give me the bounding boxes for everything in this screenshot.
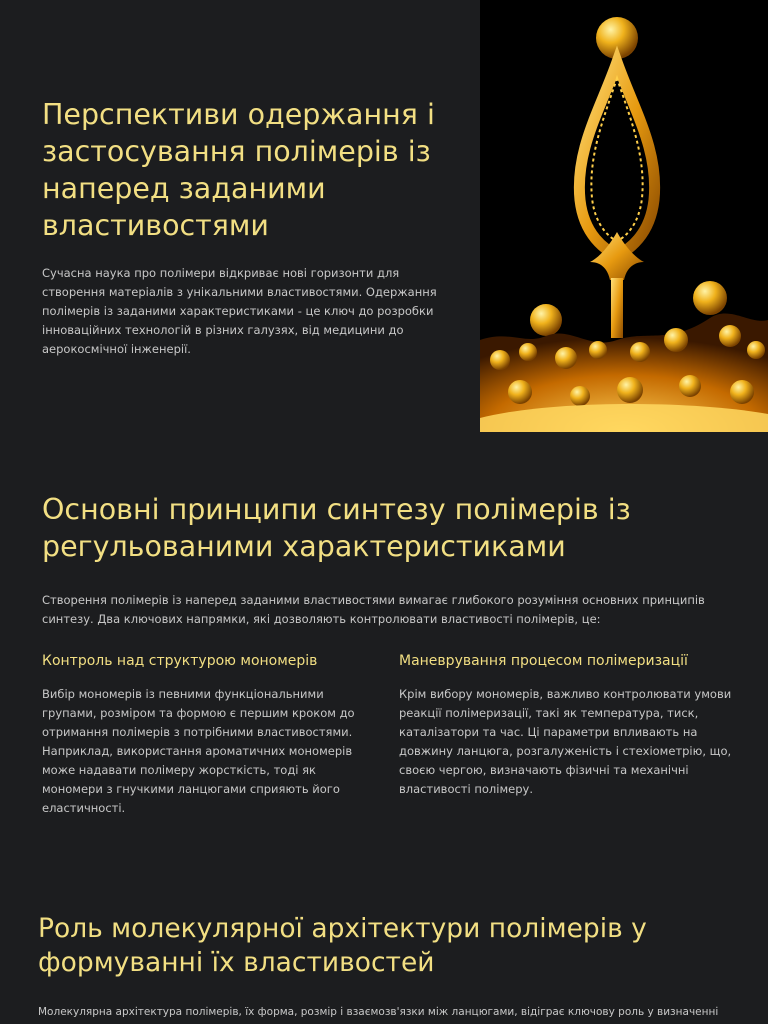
hero-title: Перспективи одержання і застосування полімерів із наперед заданими властивостями [42,98,435,242]
hero-description: Сучасна наука про полімери відкриває нові горизонти для створення матеріалів з унікальними властивостями. Одержання полімерів із заданими характеристиками - це ключ до розробки інноваційних технологій в різних галузях, від медицини до аерокосмічної інженерії. [42,266,437,356]
monomer-structure-column [42,651,377,818]
monomer-structure-heading: Контроль над структурою мономерів [42,653,318,669]
crown-illustration [480,0,768,432]
hero-section [0,0,768,432]
polymerization-process-heading: Маневрування процесом полімеризації [399,653,688,669]
polymerization-process-text: Крім вибору мономерів, важливо контролювати умови реакції полімеризації, такі як температура, тиск, каталізатори та час. Ці параметри впливають на довжину ланцюга, розгалуженість і стехіометрію, що, своєю чергою, визначають фізичні та механічні властивості полімеру. [399,687,732,796]
architecture-title: Роль молекулярної архітектури полімерів у формуванні їх властивостей [38,913,647,978]
principles-intro: Створення полімерів із наперед заданими властивостями вимагає глибокого розуміння основних принципів синтезу. Два ключових напрямки, які дозволяють контролювати властивості полімерів, це: [42,593,705,626]
polymerization-process-column [399,651,734,799]
golden-crown-image [480,0,768,432]
principles-title: Основні принципи синтезу полімерів із регульованими характеристиками [42,493,631,563]
monomer-structure-text: Вибір мономерів із певними функціональними групами, розміром та формою є першим кроком до отримання полімерів з потрібними властивостями. Наприклад, використання ароматичних мономерів може надавати полімеру жорсткість, тоді як мономери з гнучкими ланцюгами сприяють його еластичності. [42,687,355,815]
architecture-text: Молекулярна архітектура полімерів, їх форма, розмір і взаємозв'язки між ланцюгами, відіграє ключову роль у визначенні [38,1006,719,1018]
